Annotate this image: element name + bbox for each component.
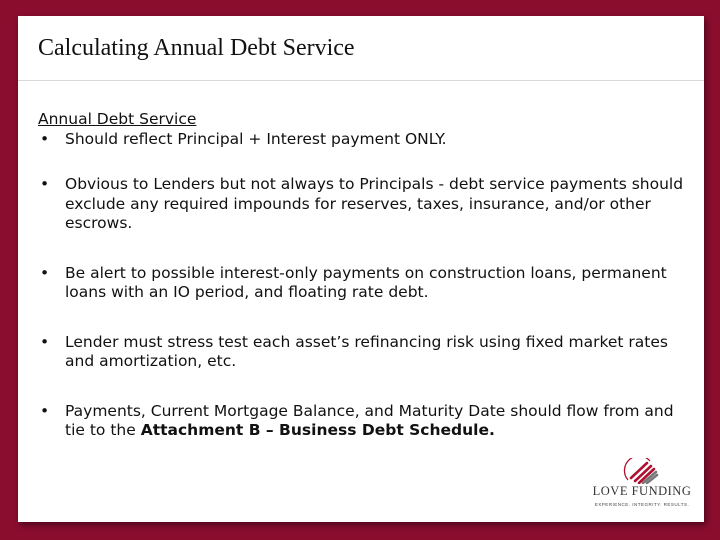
bullet-text: Obvious to Lenders but not always to Principals - debt service payments should exclude any required impounds for reserves, taxes, insurance, and/or other escrows. [65, 175, 684, 232]
logo-tagline: EXPERIENCE. INTEGRITY. RESULTS. [594, 502, 690, 507]
title-divider [18, 80, 704, 81]
bullet-text: Should reflect Principal + Interest payment ONLY. [65, 129, 447, 148]
bullet-marker: • [40, 332, 50, 351]
bullet-item-5 [38, 402, 688, 441]
bullet-text: Payments, Current Mortgage Balance, and Maturity Date should flow from and tie to the [65, 401, 674, 439]
slide [18, 16, 704, 522]
bullet-item-2 [38, 175, 688, 234]
bullet-marker: • [40, 129, 50, 148]
bullet-item-3 [38, 264, 688, 303]
slide-title: Calculating Annual Debt Service [38, 35, 355, 61]
bullet-text: Lender must stress test each asset’s refinancing risk using fixed market rates and amortization, etc. [65, 332, 668, 370]
bullet-item-4 [38, 333, 688, 372]
bullet-text-bold: Attachment B – Business Debt Schedule. [140, 421, 495, 439]
section-heading: Annual Debt Service [38, 110, 197, 128]
logo-mark-icon [622, 458, 662, 484]
bullet-item-1 [38, 130, 688, 150]
company-logo [590, 458, 694, 518]
slide-content [38, 110, 688, 441]
bullet-text: Be alert to possible interest-only payments on construction loans, permanent loans with an IO period, and floating rate debt. [65, 263, 667, 301]
bullet-marker: • [40, 263, 50, 282]
bullet-marker: • [40, 401, 50, 420]
logo-name: LOVE FUNDING [592, 484, 692, 498]
bullet-marker: • [40, 175, 50, 193]
